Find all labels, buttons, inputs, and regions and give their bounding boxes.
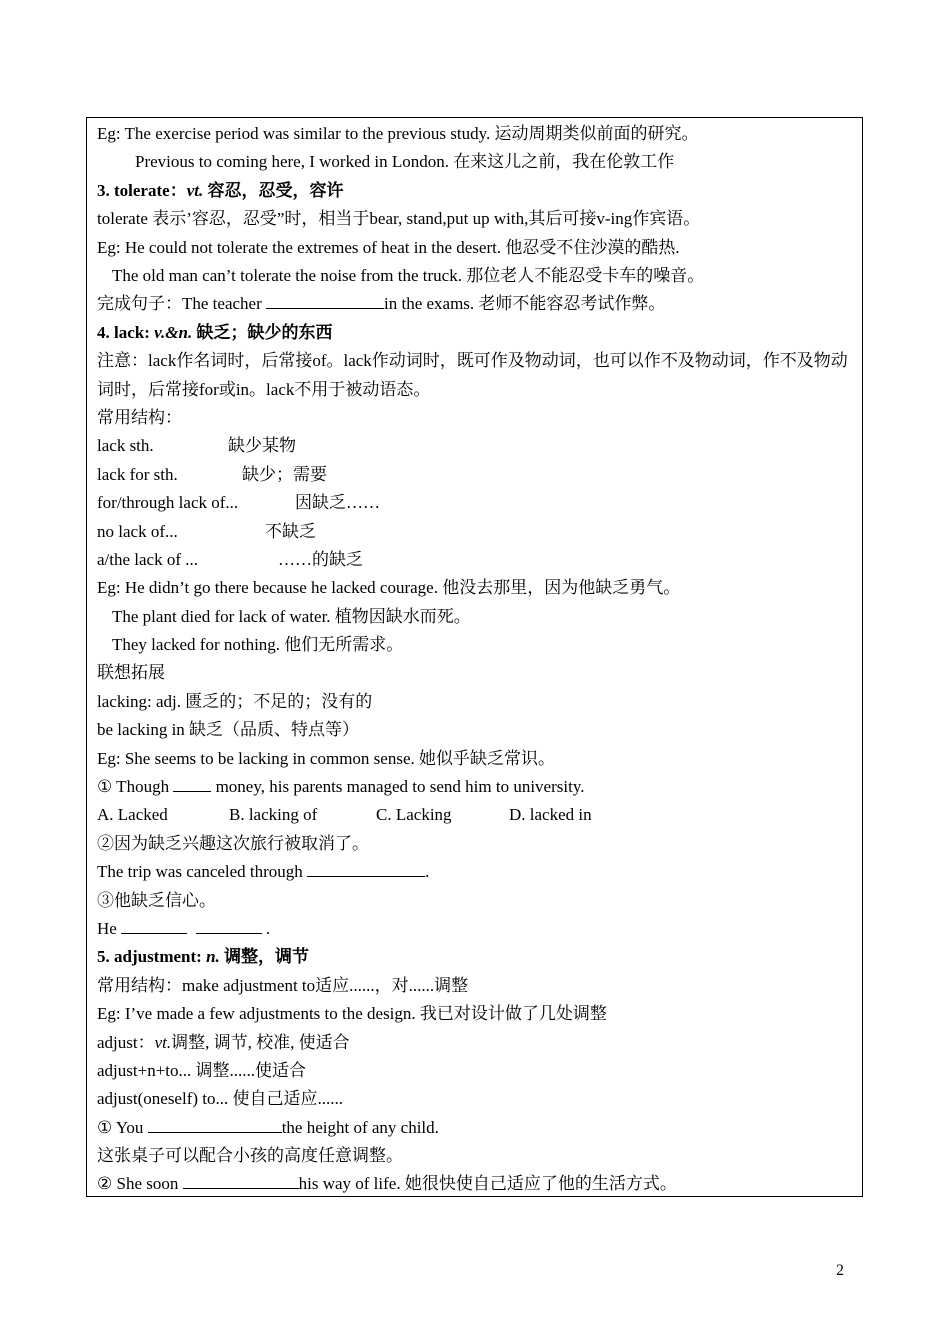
option-c[interactable]: C. Lacking xyxy=(376,805,452,825)
example-line: Eg: The exercise period was similar to the previous study. 运动周期类似前面的研究。 xyxy=(97,124,699,143)
structure-item: adjust(oneself) to... 使自己适应...... xyxy=(97,1089,343,1109)
answer-blank[interactable] xyxy=(196,915,262,934)
option-a[interactable]: A. Lacked xyxy=(97,805,168,825)
example-line: Eg: She seems to be lacking in common sense. 她似乎缺乏常识。 xyxy=(97,748,555,768)
answer-blank[interactable] xyxy=(121,915,187,934)
extension-item: lacking: adj. 匮乏的；不足的；没有的 xyxy=(97,691,373,711)
structure-item: lack sth. 缺少某物 xyxy=(97,436,296,456)
definition-line: adjust：vt.调整, 调节, 校准, 使适合 xyxy=(97,1032,350,1052)
structure-item: lack for sth. 缺少；需要 xyxy=(97,464,327,484)
usage-note: 注意：lack作名词时，后常接of。lack作动词时，既可作及物动词，也可以作不及物动词，作不及物动词时，后常接for或in。lack不用于被动语态。 xyxy=(97,351,848,399)
example-line: They lacked for nothing. 他们无所需求。 xyxy=(112,635,404,655)
example-line: The plant died for lack of water. 植物因缺水而死。 xyxy=(112,606,471,626)
exercise-prompt: ②因为缺乏兴趣这次旅行被取消了。 xyxy=(97,833,369,853)
section-heading-tolerate: 3. tolerate：vt. 容忍，忍受，容许 xyxy=(97,180,344,200)
structure-item: adjust+n+to... 调整......使适合 xyxy=(97,1060,307,1080)
exercise-line: ① You the height of any child. xyxy=(97,1114,856,1142)
answer-blank[interactable] xyxy=(307,858,425,877)
structure-item: for/through lack of... 因缺乏…… xyxy=(97,493,380,513)
exercise-question: ① Though money, his parents managed to send him to university. xyxy=(97,773,856,801)
usage-note: tolerate 表示’容忍，忍受”时，相当于bear, stand,put up with,其后可接v-ing作宾语。 xyxy=(97,209,701,229)
page-number: 2 xyxy=(836,1262,844,1279)
example-line: Eg: He could not tolerate the extremes of heat in the desert. 他忍受不住沙漠的酷热. xyxy=(97,237,680,257)
exercise-line: The trip was canceled through . xyxy=(97,858,856,886)
example-line: Eg: He didn’t go there because he lacked courage. 他没去那里，因为他缺乏勇气。 xyxy=(97,578,681,598)
example-line: The old man can’t tolerate the noise from the truck. 那位老人不能忍受卡车的噪音。 xyxy=(112,265,705,285)
exercise-prompt: 这张桌子可以配合小孩的高度任意调整。 xyxy=(97,1146,403,1166)
structure-item: a/the lack of ... ……的缺乏 xyxy=(97,549,363,569)
choice-options xyxy=(97,801,856,829)
extension-item: be lacking in 缺乏（品质、特点等） xyxy=(97,720,360,740)
exercise-line: He . xyxy=(97,915,856,943)
example-line: Previous to coming here, I worked in London. 在来这儿之前，我在伦敦工作 xyxy=(135,152,675,172)
section-heading-adjustment: 5. adjustment: n. 调整，调节 xyxy=(97,947,310,967)
answer-blank[interactable] xyxy=(183,1170,299,1189)
content-frame xyxy=(86,117,863,1197)
structure-item: no lack of... 不缺乏 xyxy=(97,521,316,541)
extension-label: 联想拓展 xyxy=(97,663,165,683)
example-line: Eg: I’ve made a few adjustments to the design. 我已对设计做了几处调整 xyxy=(97,1004,607,1024)
answer-blank[interactable] xyxy=(148,1114,282,1133)
exercise-prompt: ③他缺乏信心。 xyxy=(97,890,216,910)
usage-note: 常用结构：make adjustment to适应......，对......调整 xyxy=(97,975,469,995)
section-heading-lack: 4. lack: v.&n. 缺乏；缺少的东西 xyxy=(97,322,333,342)
lesson-content xyxy=(97,120,856,1199)
exercise-line: 完成句子：The teacher in the exams. 老师不能容忍考试作弊。 xyxy=(97,290,856,318)
structures-label: 常用结构： xyxy=(97,407,182,427)
option-d[interactable]: D. lacked in xyxy=(509,805,592,825)
answer-blank[interactable] xyxy=(173,773,211,792)
option-b[interactable]: B. lacking of xyxy=(229,805,318,825)
answer-blank[interactable] xyxy=(266,290,384,309)
exercise-line: ② She soon his way of life. 她很快使自己适应了他的生活方式。 xyxy=(97,1170,856,1198)
